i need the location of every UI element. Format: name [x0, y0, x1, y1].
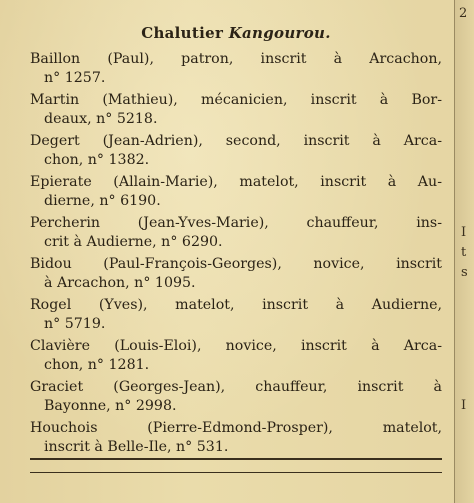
- crew-entry-line1: Degert (Jean-Adrien), second, inscrit à Arca-: [30, 133, 442, 149]
- crew-entry-line2: inscrit à Belle-Ile, n° 531.: [44, 439, 229, 455]
- section-divider: [30, 458, 442, 460]
- margin-fragment: I: [461, 398, 467, 413]
- crew-entry-line1: Rogel (Yves), matelot, inscrit à Audierne,: [30, 297, 442, 313]
- crew-entry: [30, 91, 442, 129]
- margin-fragment: s: [461, 265, 468, 280]
- crew-entry-line2: n° 5719.: [44, 316, 106, 332]
- crew-entry-line2: n° 1257.: [44, 70, 106, 86]
- crew-entry: [30, 419, 442, 457]
- crew-entry-line1: Percherin (Jean-Yves-Marie), chauffeur, ins-: [30, 215, 442, 231]
- crew-entry-line2: chon, n° 1382.: [44, 152, 150, 168]
- crew-entry-line1: Epierate (Allain-Marie), matelot, inscrit à Au-: [30, 174, 442, 190]
- crew-entry: [30, 132, 442, 170]
- margin-fragment: I: [461, 225, 467, 240]
- adjacent-column-edge: [454, 0, 474, 503]
- crew-entry-line1: Baillon (Paul), patron, inscrit à Arcachon,: [30, 51, 442, 67]
- crew-entry: [30, 50, 442, 88]
- crew-entry-line2: crit à Audierne, n° 6290.: [44, 234, 223, 250]
- crew-entry: [30, 337, 442, 375]
- crew-entry: [30, 255, 442, 293]
- crew-entry-line2: dierne, n° 6190.: [44, 193, 161, 209]
- crew-entry-line1: Clavière (Louis-Eloi), novice, inscrit à Arca-: [30, 338, 442, 354]
- crew-entry: [30, 378, 442, 416]
- crew-entry: [30, 173, 442, 211]
- crew-entry: [30, 214, 442, 252]
- crew-entry-line1: Bidou (Paul-François-Georges), novice, inscrit: [30, 256, 442, 272]
- section-divider: [30, 472, 442, 473]
- crew-entry-line1: Graciet (Georges-Jean), chauffeur, inscrit à: [30, 379, 442, 395]
- vessel-name: Kangourou.: [228, 24, 331, 42]
- margin-fragment: 2: [459, 6, 468, 21]
- margin-fragment: t: [461, 245, 467, 260]
- crew-list-column: [30, 24, 442, 460]
- title-prefix: Chalutier: [141, 24, 224, 42]
- crew-entry-line2: Bayonne, n° 2998.: [44, 398, 177, 414]
- crew-entry-line1: Houchois (Pierre-Edmond-Prosper), matelot,: [30, 420, 442, 436]
- crew-entry-line1: Martin (Mathieu), mécanicien, inscrit à Bor-: [30, 92, 442, 108]
- crew-entry-line2: à Arcachon, n° 1095.: [44, 275, 196, 291]
- crew-entry-line2: deaux, n° 5218.: [44, 111, 158, 127]
- section-title: [30, 24, 442, 42]
- crew-entry: [30, 296, 442, 334]
- crew-entry-line2: chon, n° 1281.: [44, 357, 150, 373]
